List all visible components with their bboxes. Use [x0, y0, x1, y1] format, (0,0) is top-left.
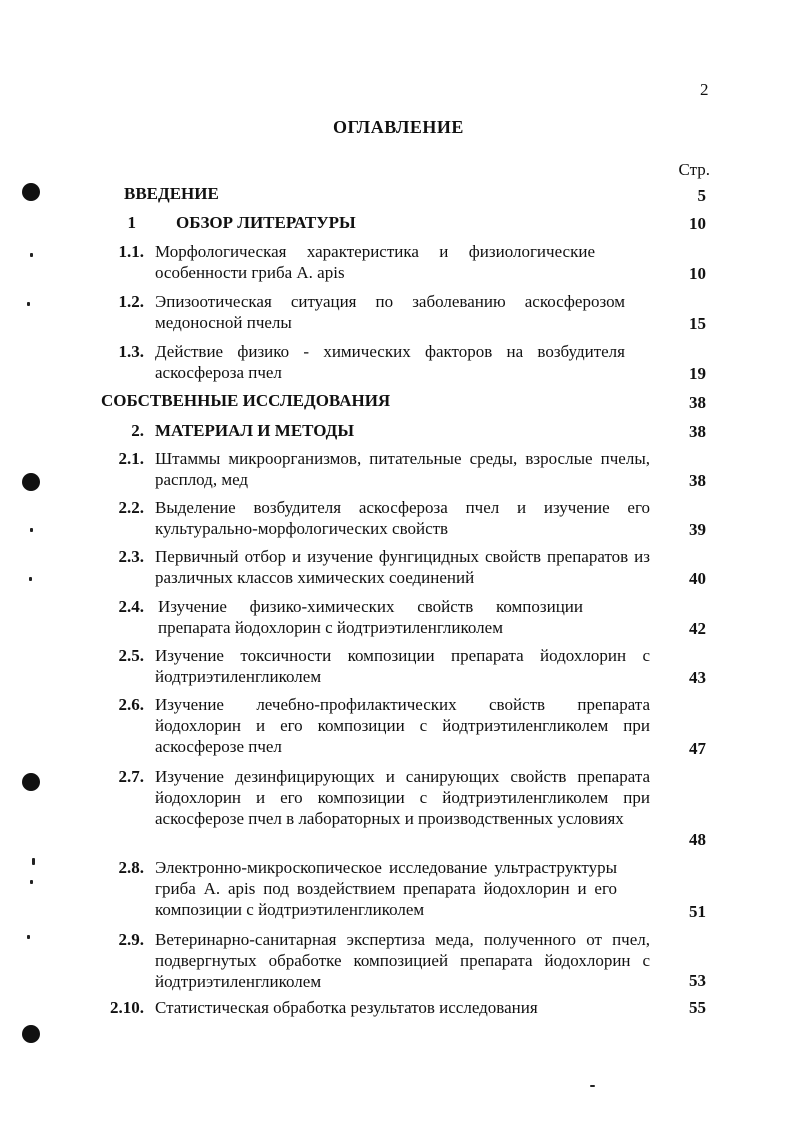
- toc-entry-text: Выделение возбудителя аскосфероза пчел и изучение его культурально-морфологических свойств: [155, 498, 650, 538]
- toc-entry-page: 38: [689, 393, 706, 412]
- toc-entry-page: 42: [689, 619, 706, 638]
- toc-entry-number: 1.1.: [118, 242, 144, 261]
- toc-entry-text: ОБЗОР ЛИТЕРАТУРЫ: [176, 213, 356, 232]
- toc-entry-text: Изучение дезинфицирующих и санирующих свойств препарата йодохлорин и его композиции с йодтриэтиленгликолем при аскосферозе пчел в лабораторных и производственных условиях: [155, 767, 650, 828]
- toc-entry-number: 2.9.: [118, 930, 144, 949]
- toc-entry-text: Ветеринарно-санитарная экспертиза меда, полученного от пчел, подвергнутых обработке композицией препарата йодохлорин с йодтриэтиленгликолем: [155, 930, 650, 991]
- toc-entry-text: Первичный отбор и изучение фунгицидных свойств препаратов из различных классов химических соединений: [155, 547, 650, 587]
- toc-entry-page: 19: [689, 364, 706, 383]
- scan-speck: [30, 880, 33, 884]
- toc-entry-page: 10: [689, 264, 706, 283]
- toc-entry-page: 55: [689, 998, 706, 1017]
- scan-speck: [29, 577, 32, 581]
- toc-entry-text: Статистическая обработка результатов исследования: [155, 998, 538, 1017]
- toc-entry-page: 39: [689, 520, 706, 539]
- toc-entry-number: 2.3.: [118, 547, 144, 566]
- toc-entry-text: Изучение лечебно-профилактических свойств препарата йодохлорин и его композиции с йодтриэтиленгликолем при аскосферозе пчел: [155, 695, 650, 756]
- toc-entry-page: 15: [689, 314, 706, 333]
- toc-entry-page: 43: [689, 668, 706, 687]
- toc-entry-number: 2.6.: [118, 695, 144, 714]
- scan-speck: [27, 935, 30, 939]
- toc-entry-text: Электронно-микроскопическое исследование ультраструктуры гриба A. apis под воздействием препарата йодохлорин и его композиции с йодтриэтиленгликолем: [155, 858, 617, 919]
- punch-hole: [22, 183, 40, 201]
- toc-entry-number: 2.5.: [118, 646, 144, 665]
- toc-entry-page: 38: [689, 422, 706, 441]
- punch-hole: [22, 1025, 40, 1043]
- toc-entry-number: 2.2.: [118, 498, 144, 517]
- toc-entry-text: Изучение токсичности композиции препарата йодохлорин с йодтриэтиленгликолем: [155, 646, 650, 686]
- toc-entry-text: Эпизоотическая ситуация по заболеванию аскосферозом медоносной пчелы: [155, 292, 625, 332]
- toc-entry-text: МАТЕРИАЛ И МЕТОДЫ: [155, 421, 355, 440]
- toc-entry-number: 2.1.: [118, 449, 144, 468]
- page-title: ОГЛАВЛЕНИЕ: [333, 117, 464, 137]
- toc-entry-text: СОБСТВЕННЫЕ ИССЛЕДОВАНИЯ: [101, 391, 391, 410]
- scan-speck: [30, 253, 33, 257]
- toc-entry-text: ВВЕДЕНИЕ: [124, 184, 219, 203]
- toc-entry-number: 2.: [131, 421, 144, 440]
- toc-entry-number: 2.8.: [118, 858, 144, 877]
- toc-entry-text: Действие физико - химических факторов на возбудителя аскосфероза пчел: [155, 342, 625, 382]
- toc-entry-number: 2.4.: [118, 597, 144, 616]
- scan-speck: [32, 858, 35, 865]
- toc-entry-page: 51: [689, 902, 706, 921]
- toc-entry-page: 5: [697, 186, 706, 205]
- punch-hole: [22, 773, 40, 791]
- toc-entry-page: 53: [689, 971, 706, 990]
- page-column-header: Стр.: [678, 160, 710, 179]
- toc-entry-text: Штаммы микроорганизмов, питательные среды, взрослые пчелы, расплод, мед: [155, 449, 650, 489]
- toc-entry-text: Изучение физико-химических свойств композиции препарата йодохлорин с йодтриэтиленгликолем: [158, 597, 583, 637]
- toc-entry-page: 38: [689, 471, 706, 490]
- toc-entry-number: 2.10.: [110, 998, 144, 1017]
- toc-entry-page: 47: [689, 739, 706, 758]
- toc-entry-page: 48: [689, 830, 706, 849]
- toc-entry-number: 1.2.: [118, 292, 144, 311]
- toc-entry-text: Морфологическая характеристика и физиологические особенности гриба A. apis: [155, 242, 595, 282]
- toc-entry-page: 40: [689, 569, 706, 588]
- toc-entry-page: 10: [689, 214, 706, 233]
- page-number: 2: [700, 80, 709, 99]
- toc-entry-number: 1.3.: [118, 342, 144, 361]
- toc-entry-number: 1: [127, 213, 136, 232]
- scan-speck: [30, 528, 33, 532]
- scan-speck: [27, 302, 30, 306]
- toc-entry-number: 2.7.: [118, 767, 144, 786]
- scan-speck: [590, 1085, 595, 1087]
- punch-hole: [22, 473, 40, 491]
